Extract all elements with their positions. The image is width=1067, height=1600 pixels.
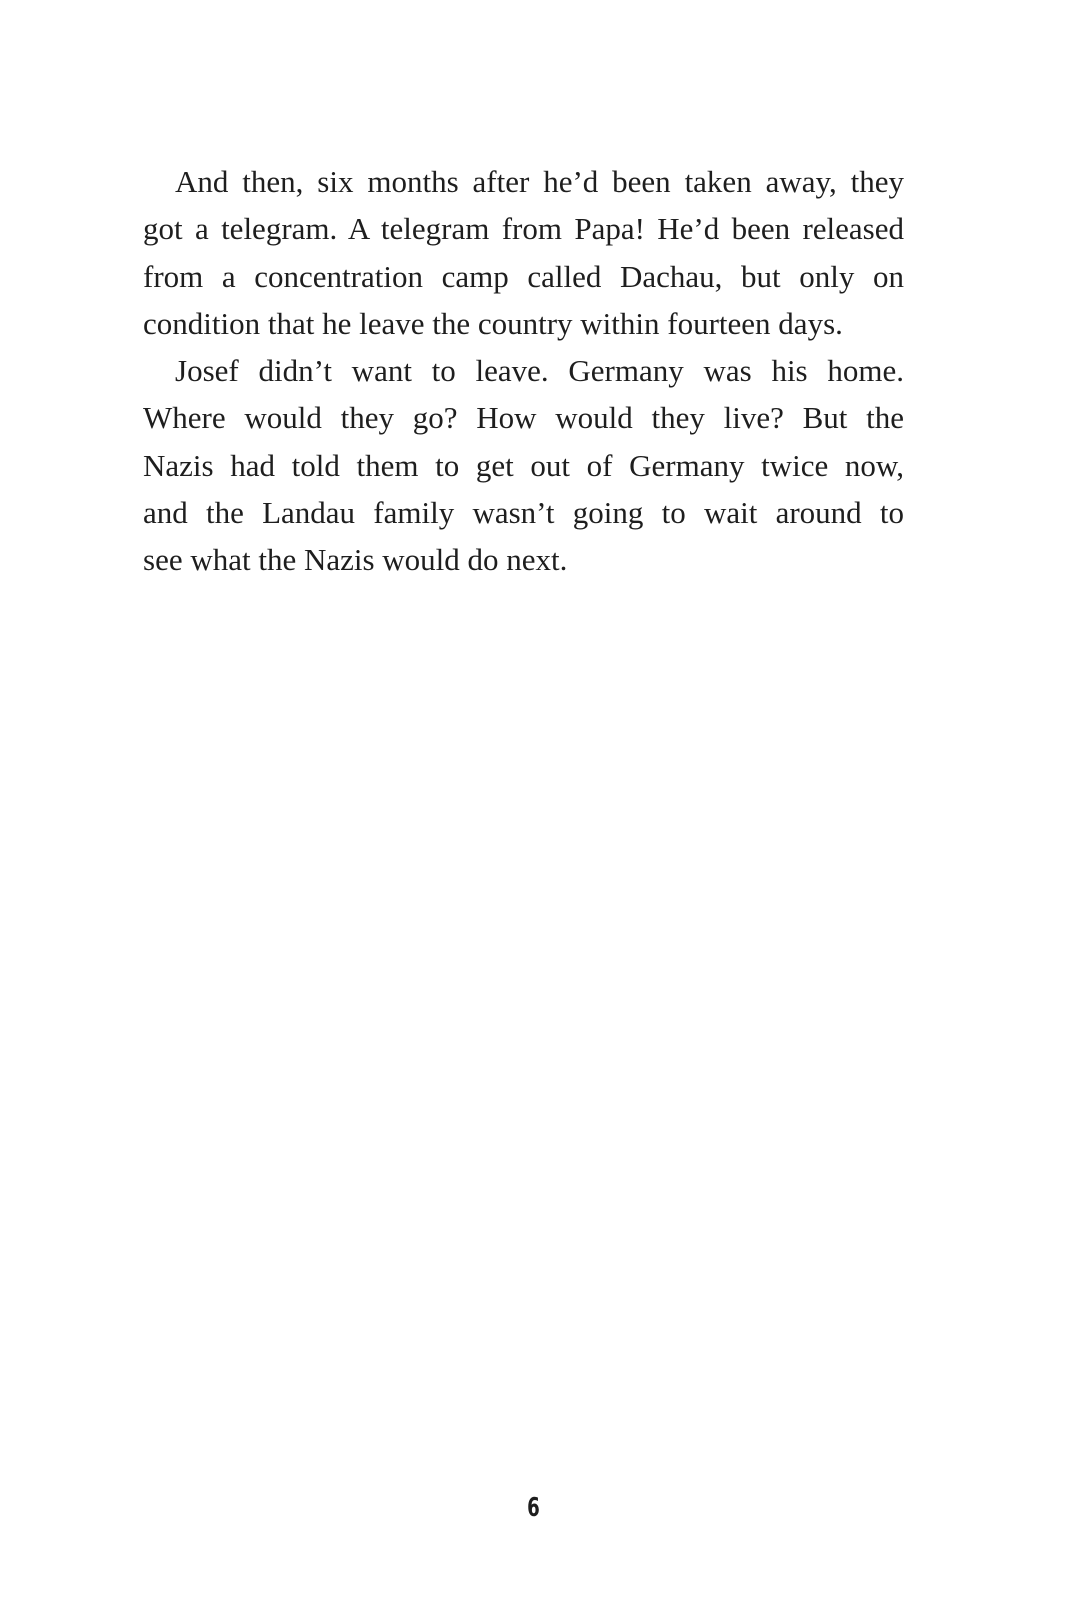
text-line: Josef didn’t want to leave. Germany was his home. — [175, 353, 904, 389]
paragraph-1 — [143, 158, 904, 347]
text-line: Where would they go? How would they live? But the — [143, 400, 904, 436]
text-line: see what the Nazis would do next. — [143, 542, 568, 578]
text-line: And then, six months after he’d been taken away, they — [175, 164, 904, 199]
text-line: condition that he leave the country within fourteen days. — [143, 305, 843, 341]
text-line: got a telegram. A telegram from Papa! He’d been released — [143, 211, 904, 247]
body-text — [143, 158, 904, 584]
paragraph-2 — [143, 347, 904, 583]
text-line: and the Landau family wasn’t going to wait around to — [143, 495, 904, 531]
page-number: 6 — [527, 1493, 540, 1523]
text-line: from a concentration camp called Dachau, but only on — [143, 258, 904, 294]
text-line: Nazis had told them to get out of Germany twice now, — [143, 447, 904, 483]
